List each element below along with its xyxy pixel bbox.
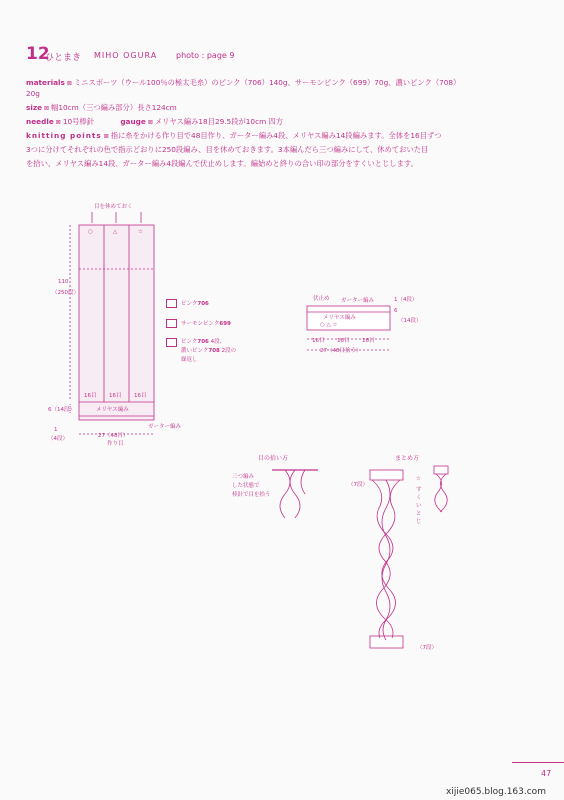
small-right-6-label: 6 — [394, 308, 398, 314]
legend-item-stripe-2: 濃いピンク708 2段の — [181, 348, 237, 354]
finish-bottom-rows: （7段） — [417, 645, 437, 651]
pattern-number: 12 — [26, 44, 50, 64]
mark-triangle: △ — [113, 229, 118, 235]
author-name: MIHO OGURA — [94, 51, 158, 60]
small-right-6-rows: （14段） — [398, 318, 422, 324]
materials-label: materials — [26, 78, 65, 87]
left-6-label: 6（14段） — [48, 407, 75, 413]
legend-swatch-salmon — [166, 319, 177, 328]
materials-line-2: 20g — [26, 89, 40, 98]
small-col-label-3: 16目 — [362, 338, 375, 344]
legend-item-salmon: サーモンピンク699 — [181, 321, 231, 327]
legend-item-stripe-3: 繰返し — [181, 357, 198, 363]
knitting-text-1: 指に糸をかける作り目で48目作り、ガーター編み4段、メリヤス編み14段編みます。全体を16目ずつ — [110, 131, 442, 140]
footer-rule — [512, 762, 564, 763]
gauge-label: gauge — [120, 117, 146, 126]
size-label: size — [26, 103, 43, 112]
size-text: 幅10cm（三つ編み部分）長さ124cm — [51, 103, 177, 112]
legend-item-pink: ピンク706 — [181, 301, 209, 307]
cross-box-icon: ⊠ — [55, 119, 61, 126]
finish-seam-label: すくいとじ — [416, 487, 422, 525]
col-label-2: 16目 — [109, 393, 122, 399]
left-1-label: 1 — [54, 427, 58, 433]
height-label: 110 — [58, 279, 69, 285]
finish-title: まとめ方 — [395, 455, 420, 462]
stockinette-label: メリヤス編み — [96, 407, 129, 413]
gauge-text: メリヤス編み18目29.5段が10cm 四方 — [154, 117, 284, 126]
bind-off-label: 伏止め — [313, 296, 330, 302]
legend-swatch-pink — [166, 299, 177, 308]
small-col-label-1: 16目 — [312, 338, 325, 344]
small-garter-label: ガーター編み — [341, 298, 375, 304]
cross-box-icon: ⊠ — [103, 133, 109, 140]
cross-box-icon: ⊠ — [44, 105, 50, 112]
cross-box-icon: ⊠ — [147, 119, 153, 126]
needle-label: needle — [26, 117, 54, 126]
finish-star-mark: ☆ — [416, 476, 421, 482]
pickup-text-3: 棒針で目を拾う — [232, 492, 271, 498]
pickup-text-1: 三つ編み — [232, 474, 255, 480]
knitting-line-2: 3つに分けてそれぞれの色で指示どおりに250段編み、目を休めておきます。3本編んだら三つ編みにして、休めておいた目 — [26, 145, 429, 154]
cross-box-icon: ⊠ — [66, 80, 72, 87]
mark-star: ☆ — [138, 229, 143, 235]
knitting-label: knitting points — [26, 131, 102, 140]
pattern-name: ひとまき — [45, 53, 82, 63]
blog-watermark: xijie065.blog.163.com — [446, 787, 546, 797]
col-label-3: 16目 — [134, 393, 147, 399]
small-stockinette-label: メリヤス編み — [323, 315, 356, 321]
knitting-line-3: を拾い、メリヤス編み14段、ガーター編み4段編んで伏止めします。編始めと終りの合い印の部分をすくいとじします。 — [26, 159, 418, 168]
page-number: 47 — [541, 769, 552, 778]
pickup-title: 目の拾い方 — [258, 455, 289, 462]
bottom-width-label: 27（48目） — [98, 433, 129, 439]
mark-circle: ○ — [88, 229, 93, 235]
small-marks: ○ △ ☆ — [320, 322, 338, 328]
small-col-label-2: 16目 — [337, 338, 350, 344]
height-rows-label: （250段） — [52, 290, 79, 296]
legend-swatch-stripe — [166, 338, 177, 347]
pickup-text-2: した状態で — [232, 483, 260, 489]
cast-on-label: 作り目 — [107, 441, 124, 447]
left-1-rows-label: （4段） — [48, 436, 68, 442]
finish-top-rows: （7段） — [348, 482, 368, 488]
legend-item-stripe-1: ピンク706 4段、 — [181, 339, 226, 345]
materials-text: ミニスポーツ（ウール100％の極太毛糸）のピンク（706）140g、サーモンピンク（699）70g、濃いピンク（708） — [73, 78, 461, 87]
small-bottom-width: 27（48目拾う） — [320, 348, 362, 354]
small-right-1-label: 1（4段） — [394, 297, 418, 303]
photo-reference: photo : page 9 — [176, 51, 235, 60]
garter-label: ガーター編み — [148, 424, 182, 430]
needle-text: 10号棒針 — [62, 117, 94, 126]
rest-stitches-label: 目を休めておく — [94, 204, 133, 210]
col-label-1: 16目 — [84, 393, 97, 399]
